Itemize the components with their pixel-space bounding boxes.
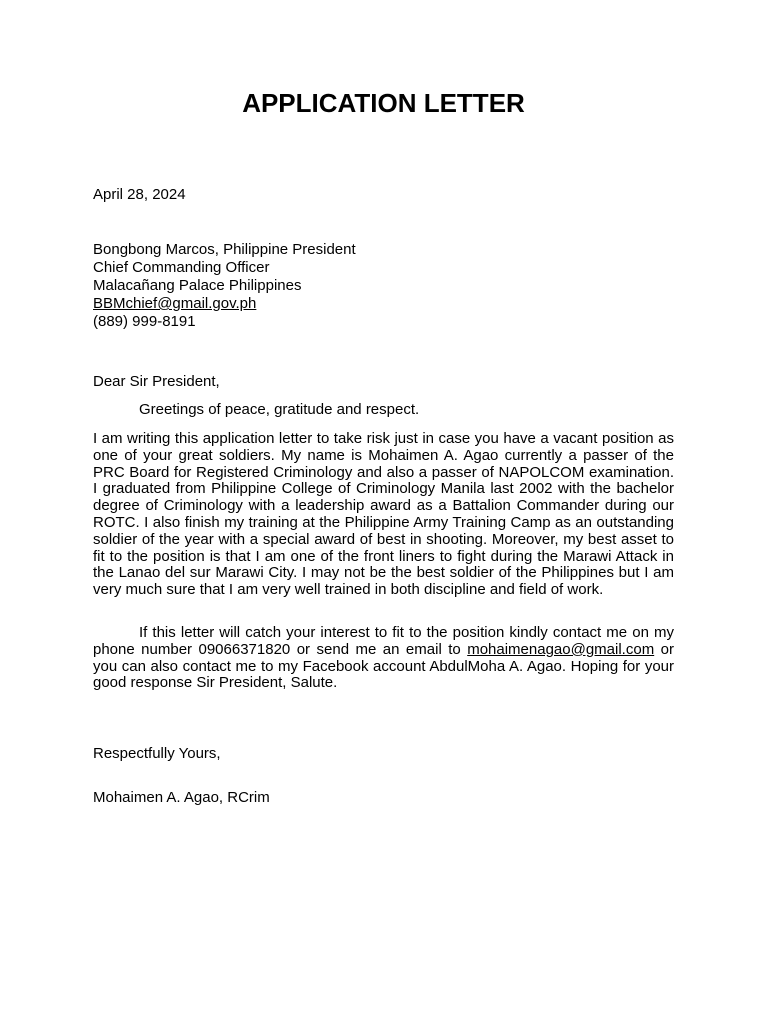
recipient-name: Bongbong Marcos, Philippine President [93, 241, 356, 258]
signature-name: Mohaimen A. Agao, RCrim [93, 789, 270, 806]
recipient-email-link[interactable]: BBMchief@gmail.gov.ph [93, 295, 257, 312]
body-paragraph-2 [93, 625, 674, 692]
closing: Respectfully Yours, [93, 745, 221, 762]
recipient-phone: (889) 999-8191 [93, 313, 196, 330]
letter-title: APPLICATION LETTER [242, 88, 525, 118]
paragraph-2-text-start: If this letter will catch your interest to fit to the position kindly contact me on my phone number 09066371820 or send me an email to [93, 624, 674, 658]
sender-email-link[interactable]: mohaimenagao@gmail.com [467, 640, 655, 658]
recipient-block [93, 241, 356, 331]
paragraph-2-text-end: or you can also contact me to my Facebook account AbdulMoha A. Agao. Hoping for your good response Sir President, Salute. [93, 640, 674, 692]
recipient-address: Malacañang Palace Philippines [93, 277, 302, 294]
recipient-position: Chief Commanding Officer [93, 259, 270, 276]
recipient-email-line [93, 295, 356, 313]
salutation: Dear Sir President, [93, 373, 220, 390]
body-paragraph-1: I am writing this application letter to take risk just in case you have a vacant position as one of your great soldiers. My name is Mohaimen A. Agao currently a passer of the PRC Board for Registered Criminology and also a passer of NAPOLCOM examination. I graduated from Philippine College of Criminology Manila last 2002 with the bachelor degree of Criminology with a leadership award as a Battalion Commander during our ROTC. I also finish my training at the Philippine Army Training Camp as an outstanding soldier of the year with a special award of best in shooting. Moreover, my best asset to fit to the position is that I am one of the front liners to fight during the Marawi Attack in the Lanao del sur Marawi City. I may not be the best soldier of the Philippines but I am very much sure that I am very well trained in both discipline and field of work. [93, 430, 674, 599]
greeting: Greetings of peace, gratitude and respect. [139, 401, 420, 418]
letter-date: April 28, 2024 [93, 186, 186, 203]
